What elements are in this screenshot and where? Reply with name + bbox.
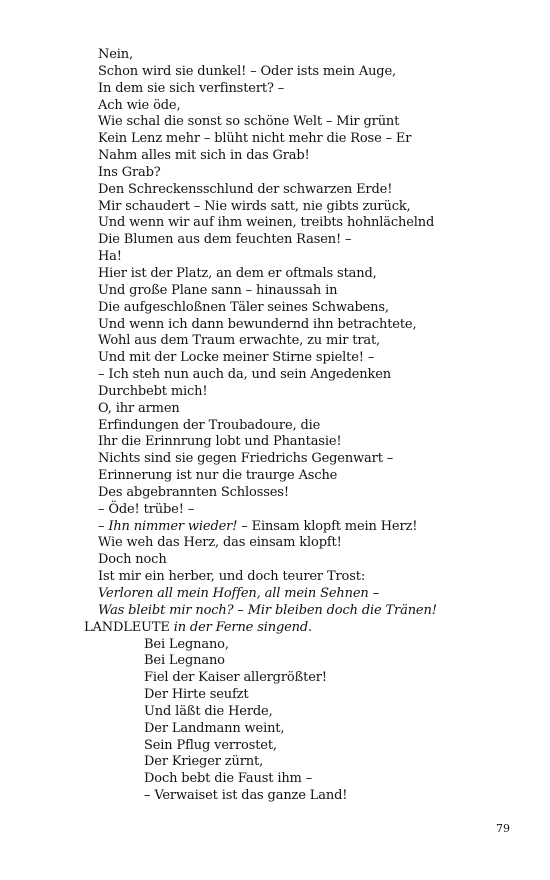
line-italic-text: Was bleibt mir noch? – Mir bleiben doch die Tränen! <box>98 602 437 618</box>
line-text: Sein Pflug verrostet, <box>144 737 277 753</box>
verse-line <box>0 317 550 334</box>
line-text: Des abgebrannten Schlosses! <box>98 484 289 500</box>
line-text: Und läßt die Herde, <box>144 703 273 719</box>
verse-line <box>0 182 550 199</box>
verse-line <box>0 232 550 249</box>
line-text: LANDLEUTE <box>84 619 174 635</box>
line-text: O, ihr armen <box>98 400 180 416</box>
line-text: Und wenn wir auf ihm weinen, treibts hohnlächelnd <box>98 215 435 231</box>
verse-line <box>0 215 550 232</box>
line-text: Nichts sind sie gegen Friedrichs Gegenwart – <box>98 451 394 467</box>
line-italic-text: in der Ferne singend. <box>173 619 313 635</box>
verse-line <box>0 47 550 64</box>
line-text: Doch bebt die Faust ihm – <box>144 771 313 787</box>
verse-line <box>0 586 550 603</box>
line-text: Bei Legnano, <box>144 636 229 652</box>
verse-line <box>0 350 550 367</box>
line-text-rest: – Einsam klopft mein Herz! <box>237 518 418 534</box>
line-text: Hier ist der Platz, an dem er oftmals stand, <box>98 265 377 281</box>
line-italic-text: Ihn nimmer wieder! <box>108 518 238 534</box>
verse-line <box>0 98 550 115</box>
verse-line <box>0 333 550 350</box>
line-text: Der Krieger zürnt, <box>144 754 264 770</box>
verse-line <box>0 266 550 283</box>
line-text: Der Landmann weint, <box>144 720 285 736</box>
line-text: In dem sie sich verfinstert? – <box>98 80 285 96</box>
verse-line <box>0 670 550 687</box>
line-text: Wohl aus dem Traum erwachte, zu mir trat, <box>98 333 381 349</box>
verse-line <box>0 704 550 721</box>
line-text: Die Blumen aus dem feuchten Rasen! – <box>98 232 352 248</box>
line-text: Ist mir ein herber, und doch teurer Trost: <box>98 569 366 585</box>
line-text: Ihr die Erinnrung lobt und Phantasie! <box>98 434 342 450</box>
line-text: Der Hirte seufzt <box>144 687 249 703</box>
line-text: Fiel der Kaiser allergrößter! <box>144 670 327 686</box>
verse-line <box>0 148 550 165</box>
line-text: Ins Grab? <box>98 164 161 180</box>
line-text: Erinnerung ist nur die traurge Asche <box>98 468 338 484</box>
line-text: Wie weh das Herz, das einsam klopft! <box>98 535 342 551</box>
line-text: Mir schaudert – Nie wirds satt, nie gibts zurück, <box>98 198 411 214</box>
line-text: Bei Legnano <box>144 653 225 669</box>
line-text: Ach wie öde, <box>98 97 181 113</box>
line-text: Kein Lenz mehr – blüht nicht mehr die Rose – Er <box>98 131 412 147</box>
verse-line <box>0 535 550 552</box>
verse-line <box>0 754 550 771</box>
line-text: Nein, <box>98 47 133 62</box>
line-text: Durchbebt mich! <box>98 383 208 399</box>
line-italic-text: Verloren all mein Hoffen, all mein Sehnen – <box>98 586 379 601</box>
verse-line <box>0 300 550 317</box>
verse-line <box>0 569 550 586</box>
line-text: – Verwaiset ist das ganze Land! <box>144 788 348 804</box>
line-text: Den Schreckensschlund der schwarzen Erde! <box>98 181 393 197</box>
verse-line <box>0 418 550 435</box>
verse-line <box>0 502 550 519</box>
line-text: Schon wird sie dunkel! – Oder ists mein Auge, <box>98 63 397 79</box>
verse-line <box>0 653 550 670</box>
line-text: Und große Plane sann – hinaussah in <box>98 282 338 298</box>
verse-line <box>0 687 550 704</box>
verse-line <box>0 451 550 468</box>
line-text: Und wenn ich dann bewundernd ihn betrachtete, <box>98 316 417 332</box>
line-text: Nahm alles mit sich in das Grab! <box>98 148 310 164</box>
verse-line <box>0 637 550 654</box>
line-text: Die aufgeschloßnen Täler seines Schwabens, <box>98 299 389 315</box>
verse-line <box>0 165 550 182</box>
verse-line <box>0 468 550 485</box>
verse-line <box>0 367 550 384</box>
verse-line <box>0 199 550 216</box>
verse-line <box>0 131 550 148</box>
line-text: Ha! <box>98 249 122 265</box>
line-text: Doch noch <box>98 552 167 568</box>
verse-line <box>0 519 550 536</box>
line-text: Erfindungen der Troubadoure, die <box>98 417 321 433</box>
verse-text-block <box>0 47 550 805</box>
page-number: 79 <box>496 822 510 835</box>
verse-line <box>0 603 550 620</box>
line-text: Und mit der Locke meiner Stirne spielte! – <box>98 350 375 366</box>
line-text: – <box>98 518 109 534</box>
line-text: – Öde! trübe! – <box>98 501 195 517</box>
verse-line <box>0 620 550 637</box>
verse-line <box>0 738 550 755</box>
verse-line <box>0 721 550 738</box>
verse-line <box>0 788 550 805</box>
verse-line <box>0 771 550 788</box>
verse-line <box>0 485 550 502</box>
verse-line <box>0 249 550 266</box>
verse-line <box>0 64 550 81</box>
line-text: – Ich steh nun auch da, und sein Angedenken <box>98 367 392 383</box>
line-text: Wie schal die sonst so schöne Welt – Mir grünt <box>98 114 400 130</box>
verse-line <box>0 114 550 131</box>
verse-line <box>0 283 550 300</box>
verse-line <box>0 552 550 569</box>
verse-line <box>0 384 550 401</box>
verse-line <box>0 401 550 418</box>
verse-line <box>0 434 550 451</box>
verse-line <box>0 81 550 98</box>
